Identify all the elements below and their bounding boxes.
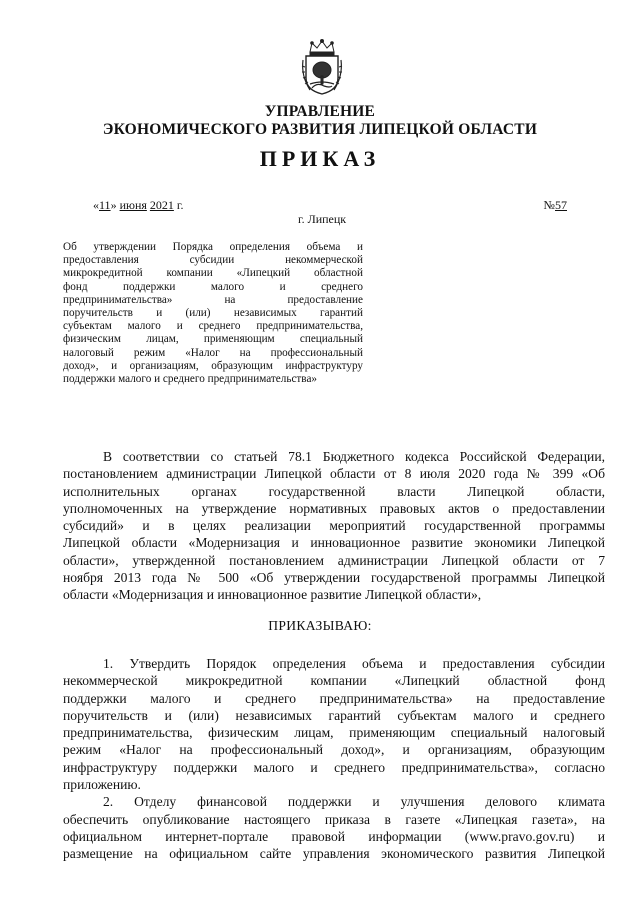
org-name-line2: ЭКОНОМИЧЕСКОГО РАЗВИТИЯ ЛИПЕЦКОЙ ОБЛАСТИ	[102, 121, 538, 138]
subject-line: Об утверждении Порядка определения объема и	[63, 241, 363, 253]
subject-line: субъектам малого и среднего предпринимательства,	[63, 320, 363, 333]
item-line: 2. Отделу финансовой поддержки и улучшения делового климата	[103, 794, 605, 810]
preamble-line: исполнительных органах государственной власти Липецкой области,	[63, 483, 605, 499]
order-items	[63, 655, 605, 863]
item-line: приложению.	[63, 777, 141, 793]
preamble-line: ноября 2013 года № 500 «Об утверждении государственой программы Липецкой	[63, 570, 605, 586]
preamble-line: области «Модернизация и инновационное развитие Липецкой области»,	[63, 587, 482, 603]
subject-line: фонд поддержки малого и среднего	[63, 280, 363, 293]
document-subject	[63, 241, 363, 386]
preamble-line: субсидий» и в целях реализации мероприятий государственной программы	[63, 518, 605, 534]
date-day: 11	[99, 198, 111, 212]
preamble-line: постановлением администрации Липецкой области от 8 июля 2020 года № 399 «Об	[63, 466, 605, 482]
item-line: некоммерческой микрокредитной компании «Липецкий областной фонд	[63, 673, 605, 689]
preamble-line: В соответствии со статьей 78.1 Бюджетного кодекса Российской Федерации,	[103, 449, 605, 464]
subject-line: предпринимательства» на предоставление	[63, 293, 363, 306]
subject-line: доход», и организациям, образующим инфраструктуру	[63, 359, 363, 372]
number-value: 57	[555, 198, 567, 212]
document-number: №57	[543, 198, 567, 212]
org-name-line1: УПРАВЛЕНИЕ	[264, 103, 376, 120]
subject-line: физическим лицам, применяющим специальный	[63, 333, 363, 346]
item-line: размещение на официальном сайте управления экономического развития Липецкой	[63, 846, 605, 862]
item-line: обеспечить опубликование настоящего приказа в газете «Липецкая газета», на	[63, 811, 605, 827]
subject-line: микрокредитной компании «Липецкий областной	[63, 267, 363, 280]
document-date: «11» июня 2021 г.	[93, 198, 184, 212]
item-line: поддержки малого и среднего предпринимательства» на предоставление	[63, 690, 605, 706]
document-title: ПРИКАЗ	[259, 146, 381, 171]
item-line: инфраструктуру поддержки малого и среднего предпринимательства», согласно	[63, 759, 605, 775]
document-city: г. Липецк	[298, 212, 347, 226]
subject-line: поручительств и (или) независимых гарантий	[63, 307, 363, 320]
subject-line: налоговый режим «Налог на профессиональный	[63, 346, 363, 359]
subject-line: предоставления субсидии некоммерческой	[63, 254, 363, 267]
preamble-line: Липецкой области «Модернизация и инновационное развитие экономики Липецкой	[63, 535, 605, 551]
item-line: поручительств и (или) независимых гарантий субъектам малого и среднего	[63, 707, 605, 723]
item-line: официальном интернет-портале правовой информации (www.pravo.gov.ru) и	[63, 828, 605, 844]
preamble-paragraph	[63, 448, 605, 604]
item-line: 1. Утвердить Порядок определения объема и предоставления субсидии	[103, 656, 605, 671]
item-line: предпринимательства, физическим лицам, применяющим специальный налоговый	[63, 725, 605, 741]
date-year: 2021	[149, 198, 174, 212]
date-month: июня	[119, 198, 147, 212]
order-heading: ПРИКАЗЫВАЮ:	[268, 618, 372, 633]
subject-line: поддержки малого и среднего предпринимательства»	[63, 373, 318, 386]
preamble-line: области», утвержденной постановлением администрации Липецкой области от 7	[63, 552, 605, 568]
preamble-line: уполномоченных на утверждение нормативных правовых актов о предоставлении	[63, 500, 605, 516]
item-line: режим «Налог на профессиональный доход», и организациям, образующим	[63, 742, 605, 758]
coat-of-arms-emblem	[300, 38, 344, 96]
